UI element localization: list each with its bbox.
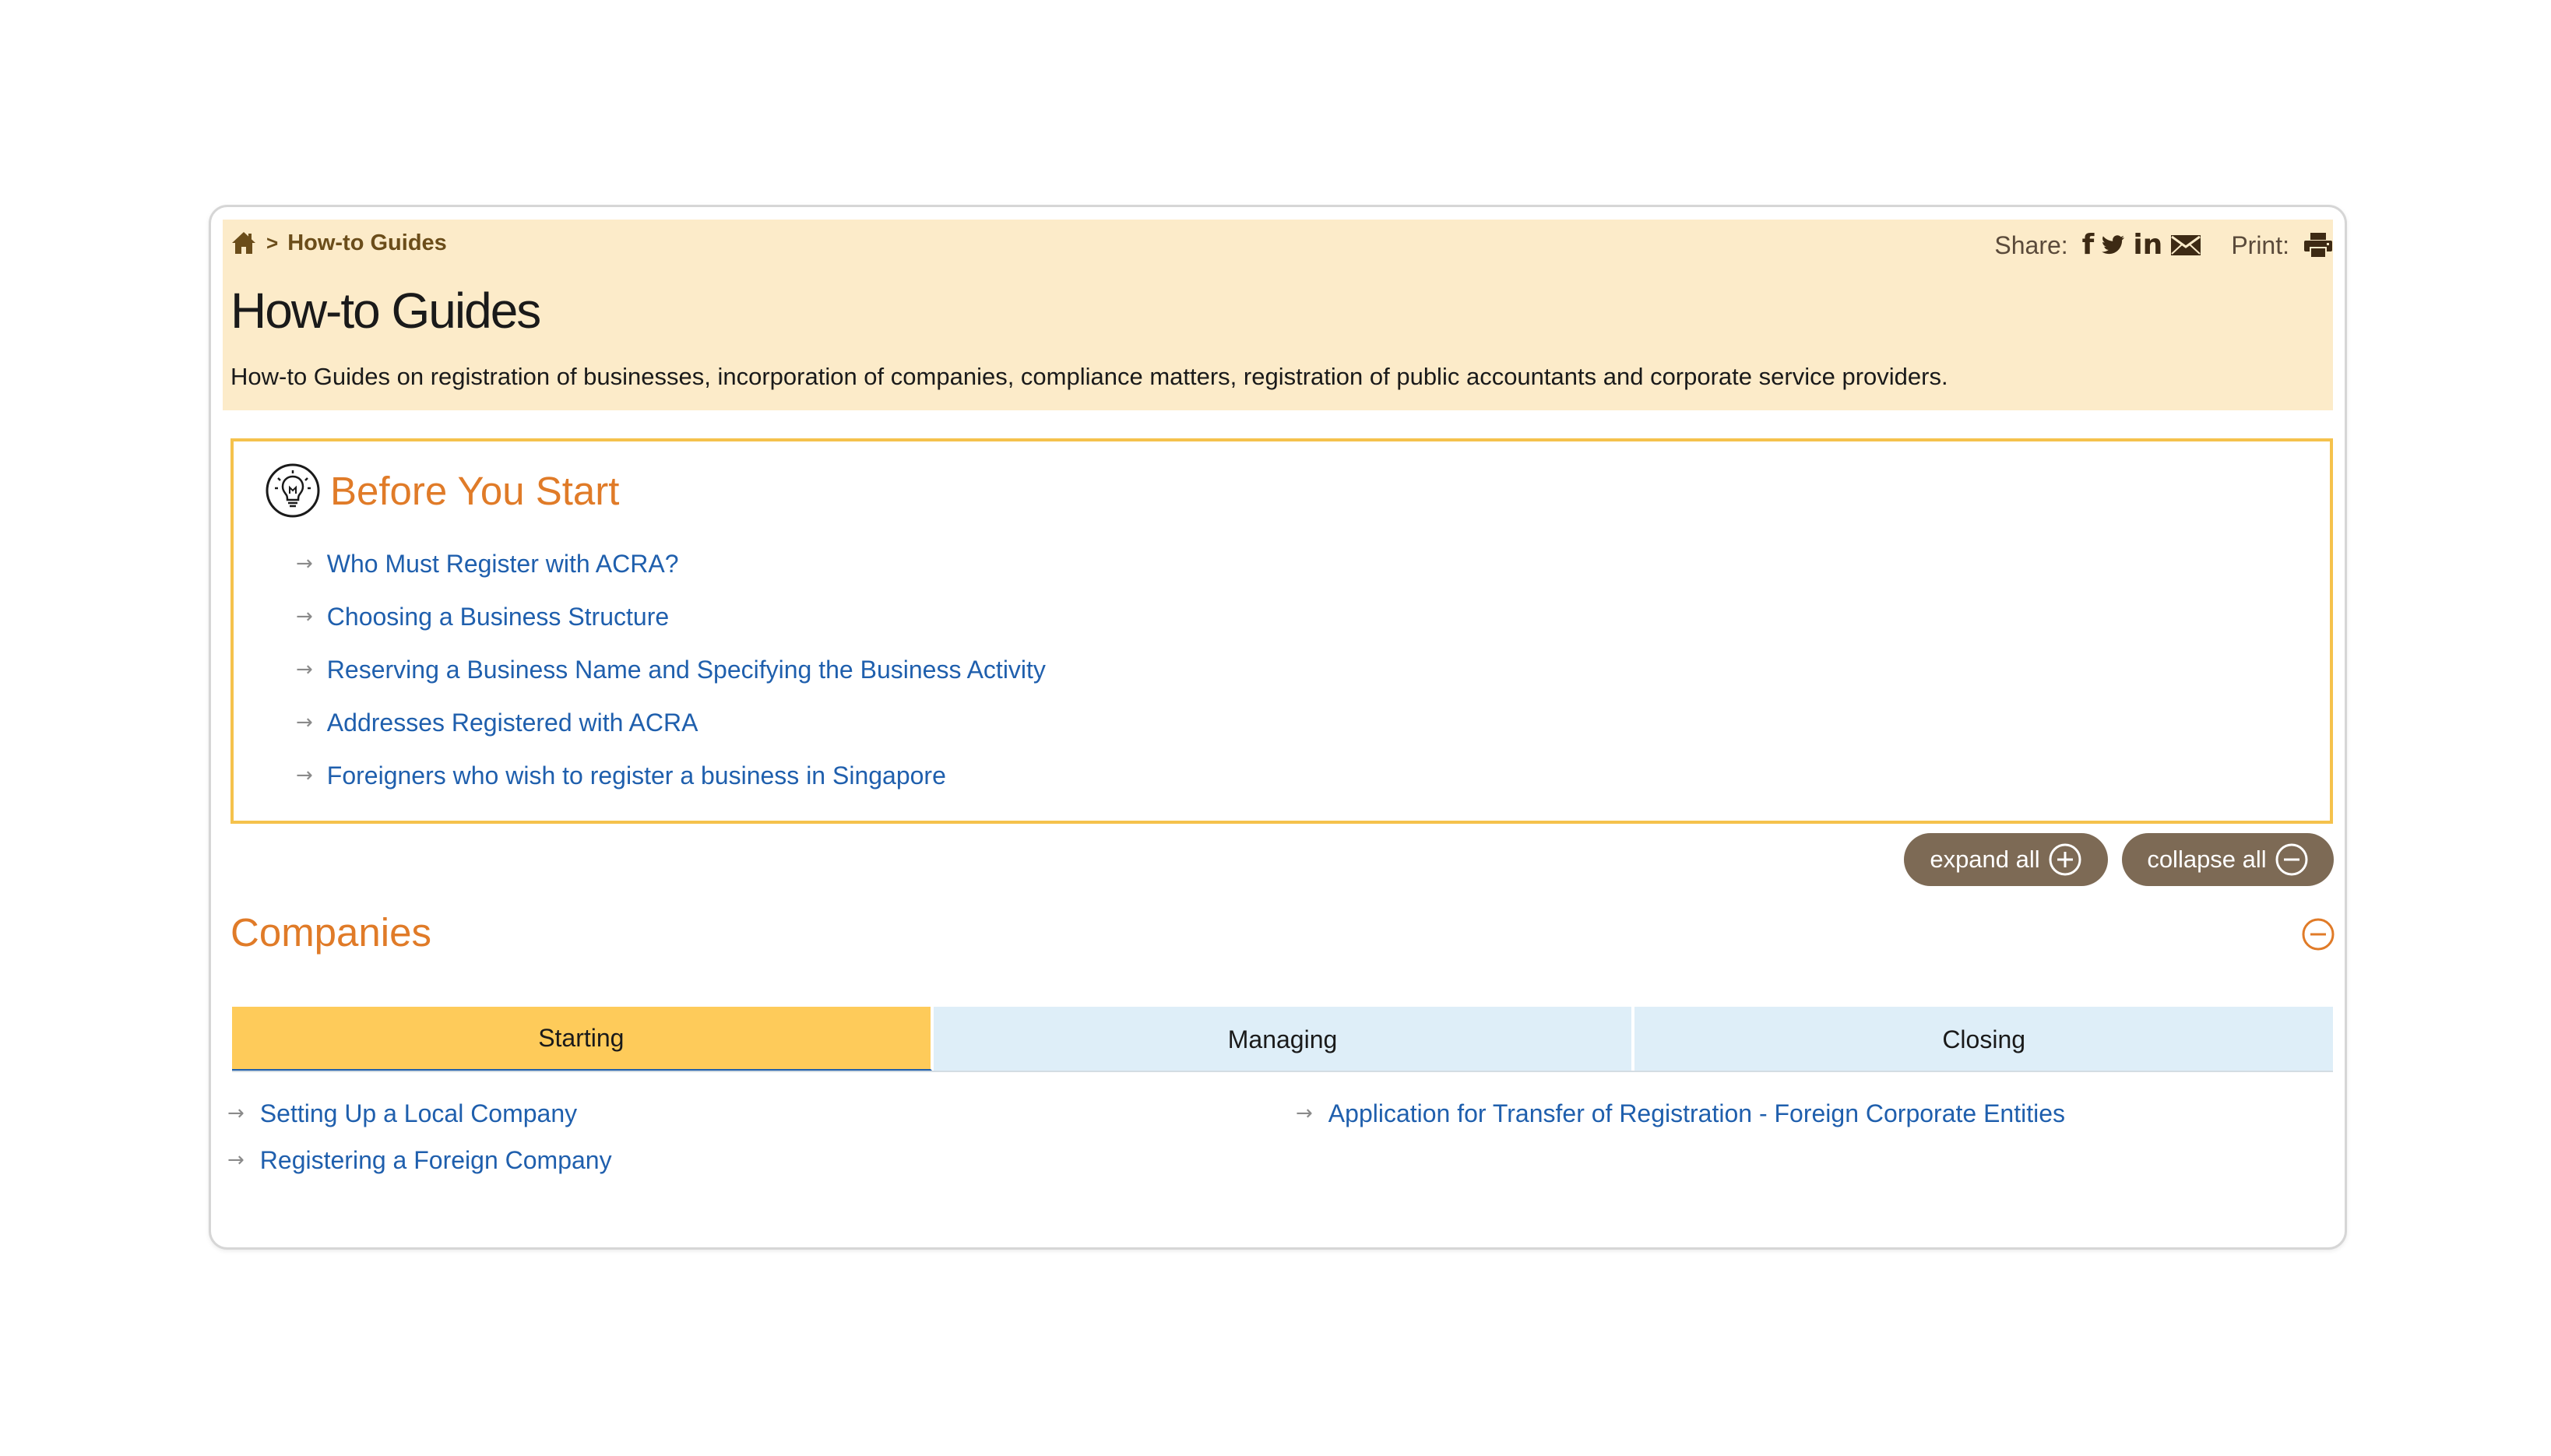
arrow-right-icon: → xyxy=(296,605,313,628)
lightbulb-icon xyxy=(265,462,321,519)
companies-link[interactable]: Registering a Foreign Company xyxy=(259,1145,612,1174)
before-you-start-list xyxy=(296,537,1046,802)
arrow-right-icon: → xyxy=(296,711,313,734)
list-item xyxy=(1296,1090,2065,1137)
bys-link[interactable]: Who Must Register with ACRA? xyxy=(326,549,679,578)
linkedin-icon[interactable]: in xyxy=(2133,229,2163,261)
bys-link[interactable]: Reserving a Business Name and Specifying the Business Activity xyxy=(326,655,1046,684)
bys-link[interactable]: Choosing a Business Structure xyxy=(326,602,670,631)
list-item xyxy=(296,696,1046,749)
page-description: How-to Guides on registration of businesses, incorporation of companies, compliance matters, registration of public accountants and corporate service providers. xyxy=(230,363,1948,390)
collapse-all-button[interactable] xyxy=(2122,833,2334,886)
starting-links-right xyxy=(1296,1090,2065,1137)
companies-link[interactable]: Setting Up a Local Company xyxy=(259,1099,578,1127)
bys-link[interactable]: Foreigners who wish to register a business in Singapore xyxy=(326,761,946,790)
tab-managing[interactable]: Managing xyxy=(934,1007,1635,1072)
plus-circle-icon xyxy=(2048,842,2082,877)
companies-tabs xyxy=(232,1007,2333,1072)
share-label: Share: xyxy=(1994,230,2068,259)
tab-closing[interactable]: Closing xyxy=(1634,1007,2333,1072)
collapse-all-label: collapse all xyxy=(2147,846,2267,873)
tab-starting[interactable]: Starting xyxy=(232,1007,934,1072)
bys-link[interactable]: Addresses Registered with ACRA xyxy=(326,708,698,737)
share-bar xyxy=(1994,226,2333,265)
starting-links-left xyxy=(227,1090,612,1183)
page-title: How-to Guides xyxy=(230,283,540,339)
home-icon[interactable] xyxy=(230,230,257,255)
email-icon[interactable] xyxy=(2170,234,2201,256)
list-item xyxy=(296,590,1046,643)
list-item xyxy=(296,643,1046,696)
arrow-right-icon: → xyxy=(227,1102,245,1125)
facebook-icon[interactable]: f xyxy=(2081,229,2095,261)
list-item xyxy=(227,1090,612,1137)
breadcrumb-separator: > xyxy=(266,230,279,255)
before-you-start-header xyxy=(265,462,619,519)
list-item xyxy=(296,537,1046,590)
arrow-right-icon: → xyxy=(296,552,313,575)
print-label: Print: xyxy=(2231,230,2289,259)
twitter-icon[interactable] xyxy=(2102,234,2125,256)
arrow-right-icon: → xyxy=(296,764,313,787)
before-you-start-title: Before You Start xyxy=(330,468,620,513)
companies-title: Companies xyxy=(230,910,431,955)
list-item xyxy=(227,1137,612,1183)
companies-link[interactable]: Application for Transfer of Registration - Foreign Corporate Entities xyxy=(1328,1099,2066,1127)
list-item xyxy=(296,749,1046,802)
minus-circle-icon xyxy=(2275,842,2309,877)
tabs-underline xyxy=(232,1071,2333,1072)
print-icon[interactable] xyxy=(2303,232,2333,258)
expand-all-button[interactable] xyxy=(1904,833,2108,886)
companies-collapse-icon[interactable] xyxy=(2301,917,2335,951)
breadcrumb-current: How-to Guides xyxy=(287,230,447,255)
arrow-right-icon: → xyxy=(227,1148,245,1172)
arrow-right-icon: → xyxy=(296,658,313,681)
expand-all-label: expand all xyxy=(1930,846,2040,873)
breadcrumb xyxy=(230,226,447,260)
arrow-right-icon: → xyxy=(1296,1102,1313,1125)
